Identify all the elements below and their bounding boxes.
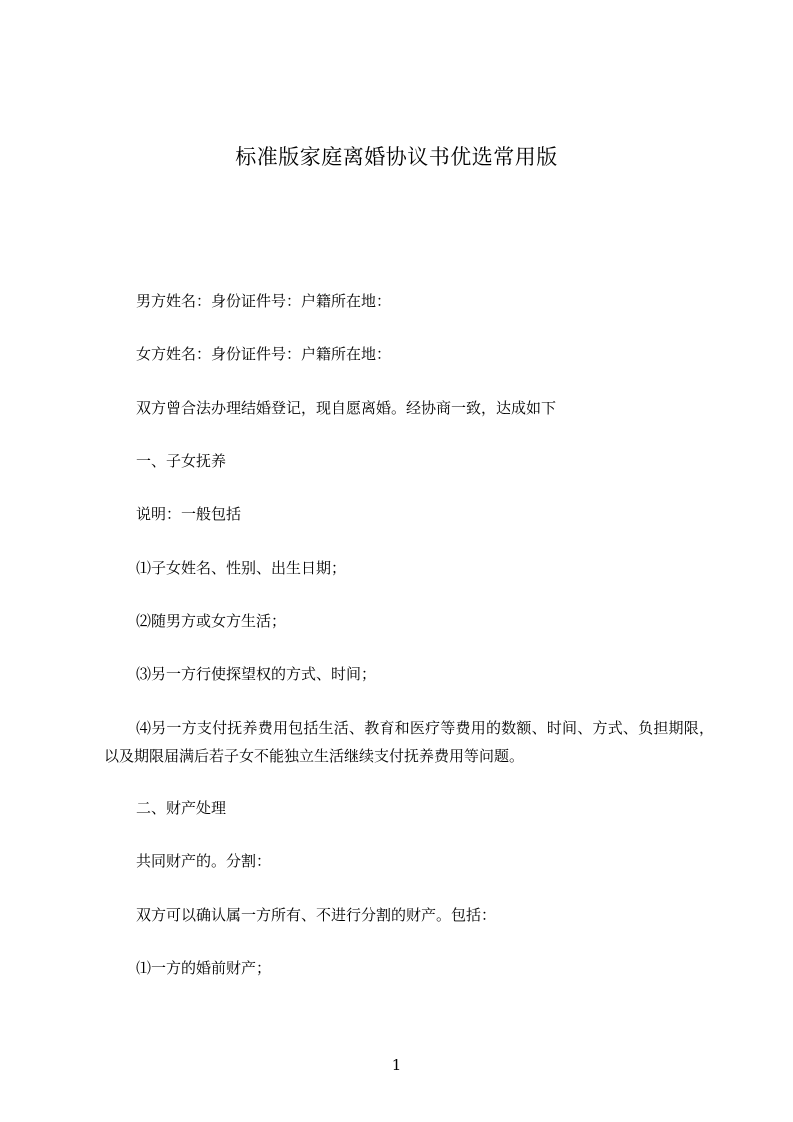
paragraph-agreement-intro: 双方曾合法办理结婚登记，现自愿离婚。经协商一致，达成如下 — [136, 399, 557, 417]
paragraph-separate-property: 双方可以确认属一方所有、不进行分割的财产。包括： — [136, 906, 497, 924]
list-item-child-details: ⑴子女姓名、性别、出生日期； — [136, 559, 347, 577]
paragraph-note: 说明：一般包括 — [136, 505, 242, 523]
paragraph-common-property: 共同财产的。分割： — [136, 852, 272, 870]
document-title: 标准版家庭离婚协议书优选常用版 — [235, 145, 558, 169]
list-item-child-support: ⑷另一方支付抚养费用包括生活、教育和医疗等费用的数额、时间、方式、负担期限，以及期限届满后若子女不能独立生活继续支付抚养费用等问题。 — [104, 719, 714, 765]
section-heading-property: 二、财产处理 — [136, 799, 227, 817]
paragraph-male-info: 男方姓名：身份证件号：户籍所在地： — [136, 292, 392, 310]
list-item-visitation: ⑶另一方行使探望权的方式、时间； — [136, 665, 377, 683]
paragraph-female-info: 女方姓名：身份证件号：户籍所在地： — [136, 345, 392, 363]
page-number: 1 — [391, 1056, 402, 1074]
list-item-premarital-property: ⑴一方的婚前财产； — [136, 959, 272, 977]
list-item-living-arrangement: ⑵随男方或女方生活； — [136, 612, 287, 630]
section-heading-child-custody: 一、子女抚养 — [136, 452, 227, 470]
